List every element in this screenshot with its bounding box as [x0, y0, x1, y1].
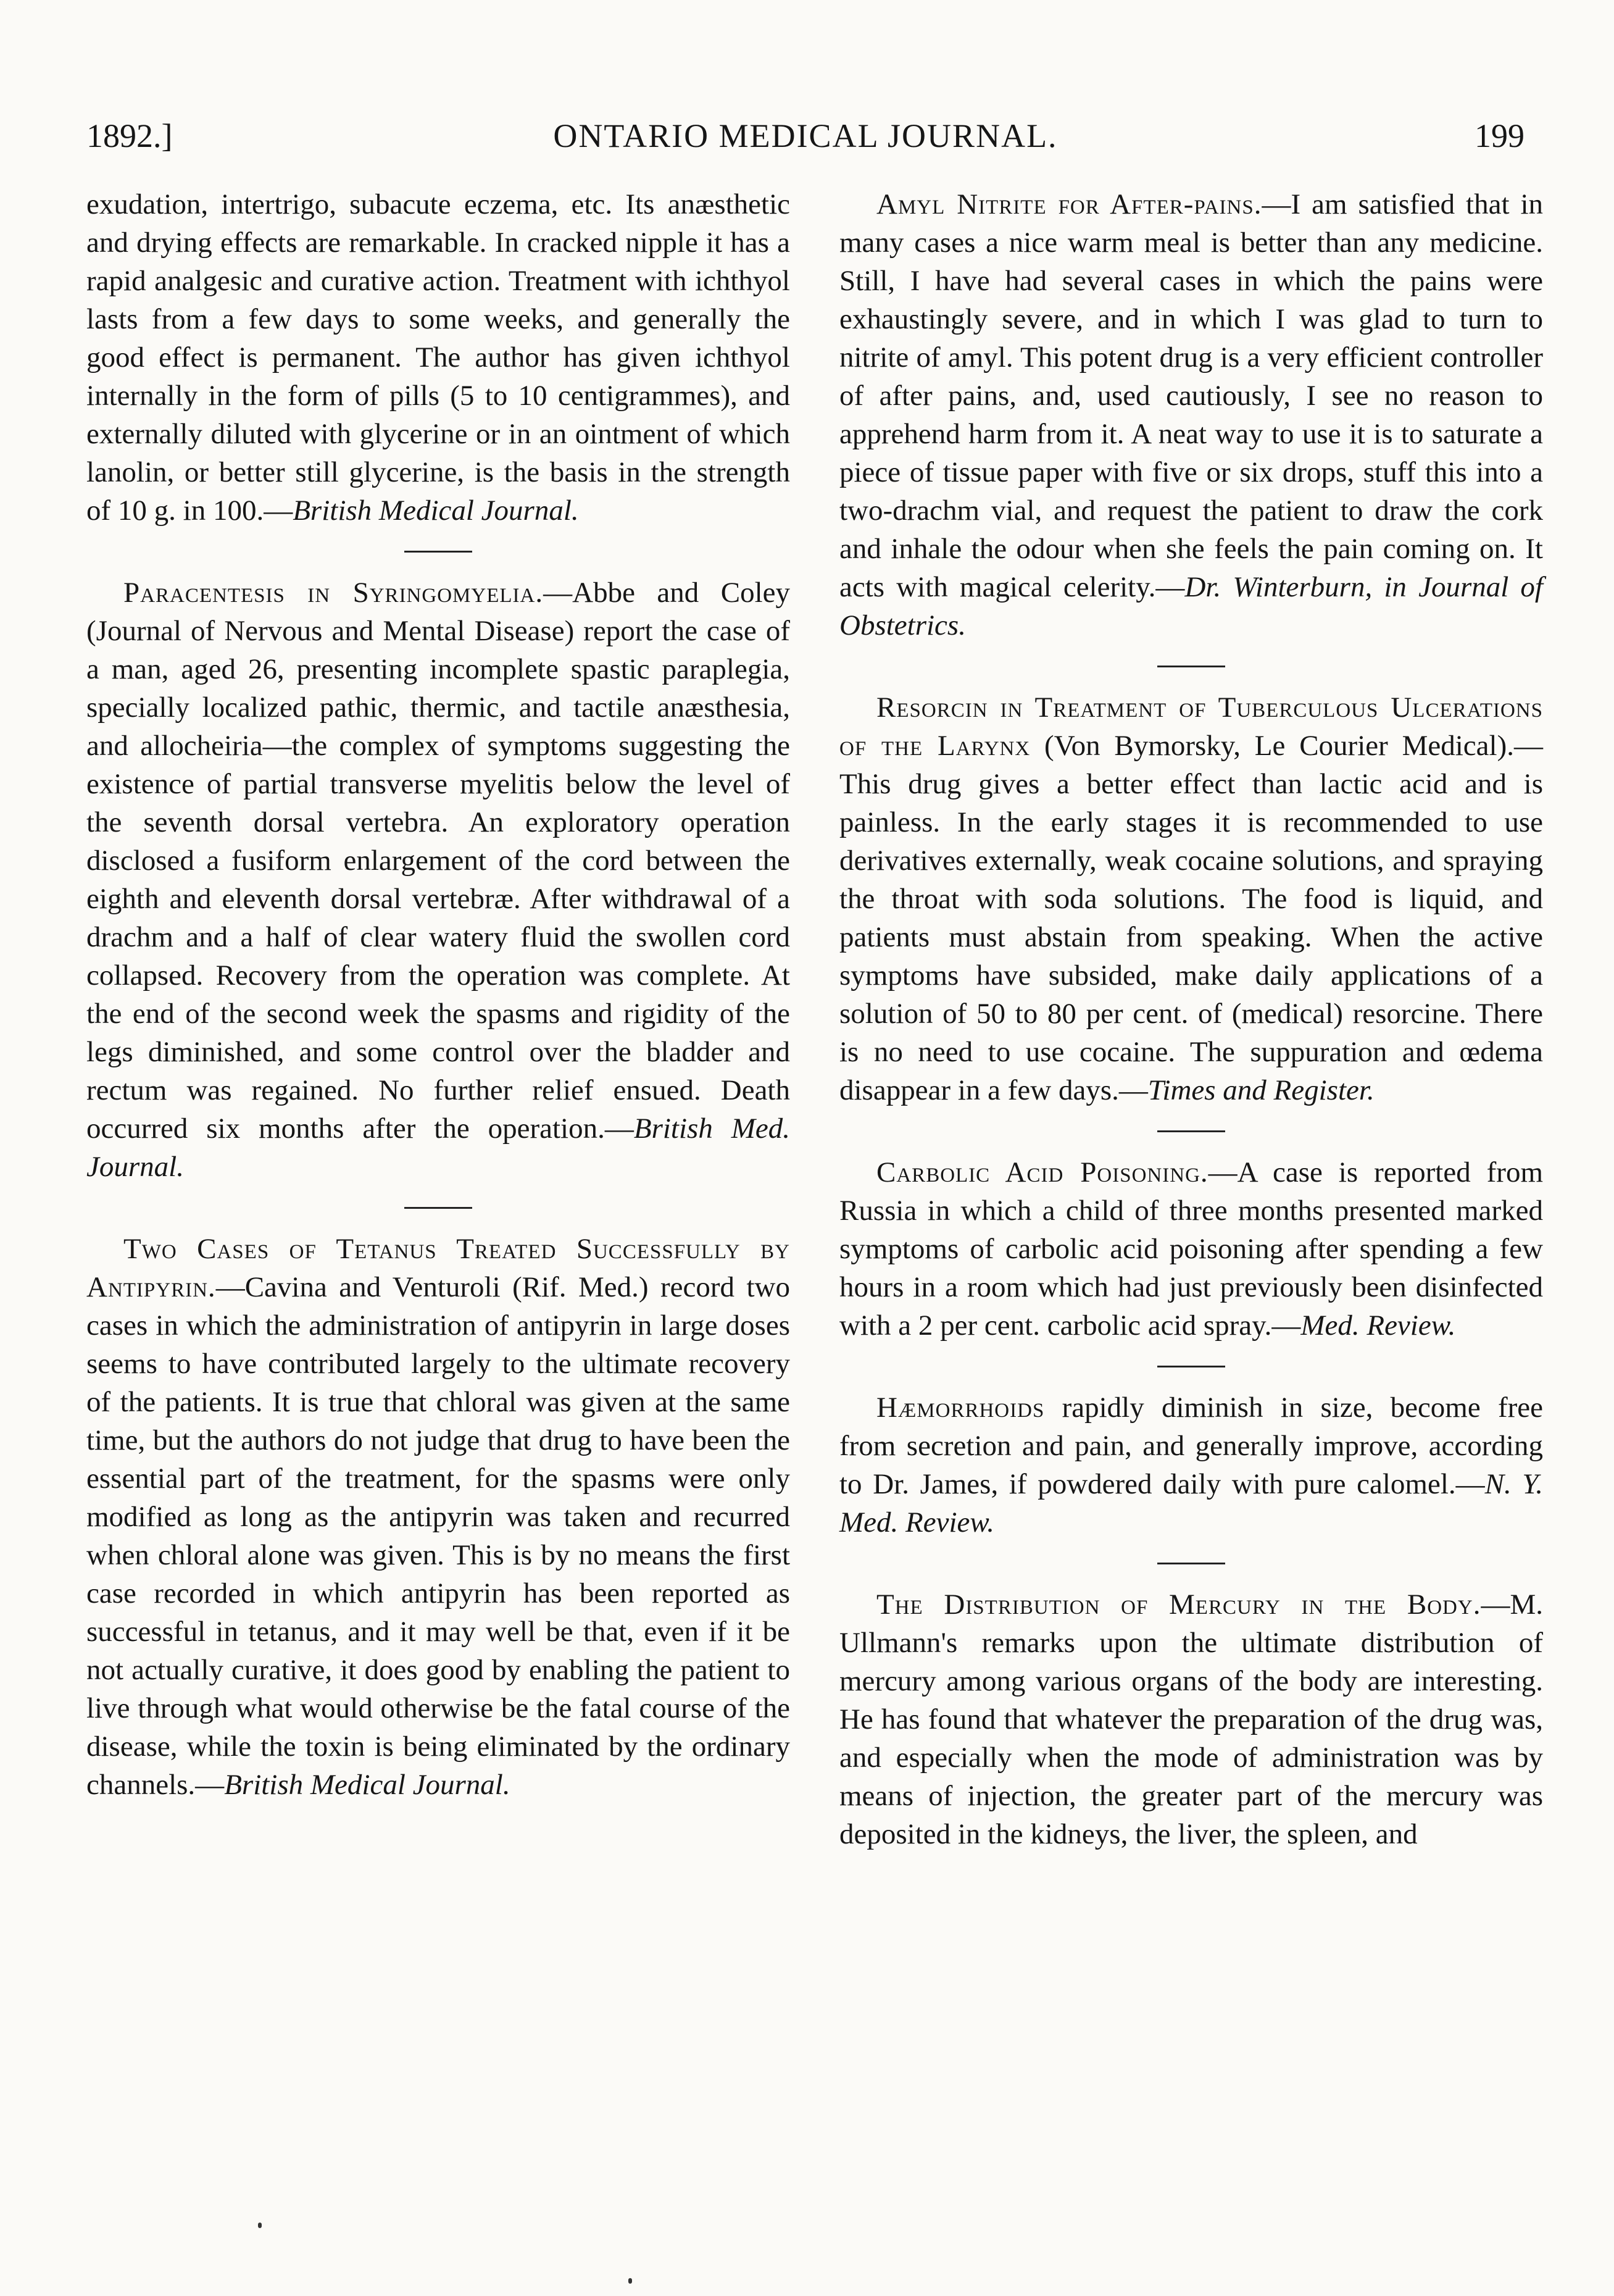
left-column: [86, 185, 790, 1804]
article-body: —Abbe and Coley (Journal of Nervous and Mental Disease) report the case of a man, aged 26, presenting incomplete spastic paraplegia, specially localized pathic, thermic, and tactile anæsthesia, and allocheiria—the complex of symptoms suggesting the existence of partial transverse myelitis below the level of the seventh dorsal vertebra. An exploratory operation disclosed a fusiform enlargement of the cord between the eighth and eleventh dorsal vertebræ. After withdrawal of a drachm and a half of clear watery fluid the swollen cord collapsed. Recovery from the operation was complete. At the end of the second week the spasms and rigidity of the legs diminished, and some control over the bladder and rectum was regained. No further relief ensued. Death occurred six months after the operation.—: [86, 577, 791, 1145]
article-body: rapidly diminish in size, become free from secretion and pain, and generally improve, according to Dr. James, if powdered daily with pure calomel.—: [839, 1392, 1543, 1500]
article-title: Carbolic Acid Poisoning.: [876, 1156, 1208, 1188]
article-amyl-nitrite: [839, 185, 1543, 645]
article-source: British Med. Journal.: [86, 1113, 790, 1183]
article-tetanus-antipyrin: [86, 1230, 790, 1804]
running-header: [86, 114, 1525, 170]
article-source: British Medical Journal.: [293, 495, 579, 527]
article-resorcin: [839, 688, 1543, 1109]
article-source: Med. Review.: [1300, 1309, 1456, 1342]
article-title: Paracentesis in Syringomyelia.: [123, 577, 544, 609]
article-source: Dr. Winterburn, in Journal of Obstetrics.: [839, 571, 1543, 641]
article-source: Times and Register.: [1147, 1074, 1375, 1106]
header-year: 1892.]: [86, 117, 173, 154]
article-body: —M. Ullmann's remarks upon the ultimate distribution of mercury among various organs of the body are interesting. He has found that whatever the preparation of the drug was, and especially when the mode of administration was by means of injection, the greater part of the mercury was deposited in the kidneys, the liver, the spleen, and: [839, 1588, 1543, 1850]
page-number: 199: [1475, 117, 1525, 154]
article-paracentesis: [86, 574, 790, 1186]
article-body: —Cavina and Venturoli (Rif. Med.) record two cases in which the administration of antipyrin in large doses seems to have contributed largely to the ultimate recovery of the patients. It is true that chloral was given at the same time, but the authors do not judge that drug to have been the essential part of the treatment, for the spasms were only modified as long as the antipyrin was taken and recurred when chloral alone was given. This is by no means the first case recorded in which antipyrin has been reported as successful in tetanus, and it may well be that, even if it be not actually curative, it does good by enabling the patient to live through what would otherwise be the fatal course of the disease, while the toxin is being eliminated by the ordinary channels.—: [86, 1271, 790, 1801]
divider: [404, 1207, 472, 1209]
divider: [1157, 1563, 1225, 1564]
article-source: N. Y. Med. Review.: [839, 1468, 1543, 1538]
header-journal-title: ONTARIO MEDICAL JOURNAL.: [553, 117, 1058, 154]
divider: [404, 551, 472, 553]
article-haemorrhoids: [839, 1388, 1543, 1542]
article-source: British Medical Journal.: [224, 1769, 510, 1801]
right-column: [839, 185, 1543, 1853]
ink-speck: [628, 2278, 632, 2284]
article-body: (Von Bymorsky, Le Courier Medical).—This drug gives a better effect than lactic acid and is painless. In the early stages it is recommended to use derivatives externally, weak cocaine solutions, and spraying the throat with soda solutions. The food is liquid, and patients must abstain from speaking. When the active symptoms have subsided, make daily applications of a solution of 50 to 80 per cent. of (medical) resorcine. There is no need to use cocaine. The suppuration and œdema disappear in a few days.—: [839, 730, 1543, 1106]
article-body: exudation, intertrigo, subacute eczema, etc. Its anæsthetic and drying effects are remarkable. In cracked nipple it has a rapid analgesic and curative action. Treatment with ichthyol lasts from a few days to some weeks, and generally the good effect is permanent. The author has given ichthyol internally in the form of pills (5 to 10 centigrammes), and externally diluted with glycerine or in an ointment of which lanolin, or better still glycerine, is the basis in the strength of 10 g. in 100.—: [86, 188, 790, 527]
divider: [1157, 1366, 1225, 1367]
article-ichthyol-continued: [86, 185, 790, 530]
article-title: Two Cases of Tetanus Treated Successfully by Antipyrin.: [86, 1233, 790, 1303]
divider: [1157, 1130, 1225, 1132]
article-title: The Distribution of Mercury in the Body.: [876, 1588, 1481, 1621]
article-body: —A case is reported from Russia in which a child of three months presented marked symptoms of carbolic acid poisoning after spending a few hours in a room which had just previously been disinfected with a 2 per cent. carbolic acid spray.—: [839, 1156, 1544, 1342]
article-title: Hæmorrhoids: [876, 1392, 1045, 1424]
divider: [1157, 666, 1225, 667]
article-mercury-distribution: [839, 1585, 1543, 1853]
ink-speck: [258, 2223, 262, 2228]
article-body: —I am satisfied that in many cases a nice warm meal is better than any medicine. Still, I have had several cases in which the pains were exhaustingly severe, and in which I was glad to turn to nitrite of amyl. This potent drug is a very efficient controller of after pains, and, used cautiously, I see no reason to apprehend harm from it. A neat way to use it is to saturate a piece of tissue paper with five or six drops, stuff this into a two-drachm vial, and request the patient to draw the cork and inhale the odour when she feels the pain coming on. It acts with magical celerity.—: [839, 188, 1544, 603]
article-title: Amyl Nitrite for After-pains.: [876, 188, 1262, 220]
article-carbolic-acid: [839, 1153, 1543, 1345]
article-title: Resorcin in Treatment of Tuberculous Ulcerations of the Larynx: [839, 691, 1543, 762]
